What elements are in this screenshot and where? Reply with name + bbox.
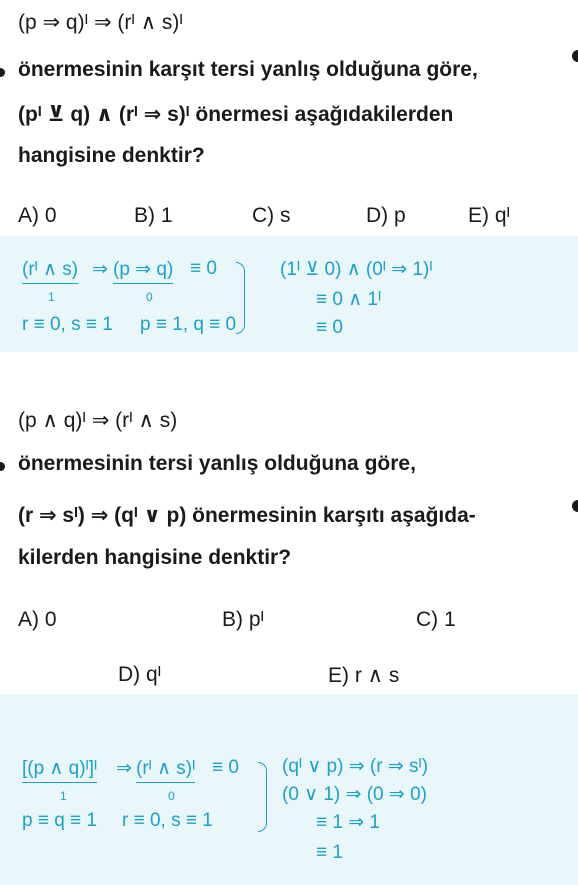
- q1-option-c[interactable]: C) s: [252, 204, 291, 227]
- sol2-right1: (qᴵ ∨ p) ⇒ (r ⇒ sᴵ): [282, 756, 429, 777]
- bullet-icon: [0, 462, 5, 471]
- q1-line3: hangisine denktir?: [18, 144, 205, 167]
- brace-icon: [236, 262, 245, 334]
- sol1-arrow: ⇒: [92, 259, 108, 280]
- sol1-right2: ≡ 0 ∧ 1ᴵ: [316, 289, 382, 310]
- sol2-part-a: [(p ∧ q)ᴵ]ᴵ: [22, 757, 97, 783]
- q1-line1: önermesinin karşıt tersi yanlış olduğuna göre,: [18, 58, 478, 81]
- q2-line2: (r ⇒ sᴵ) ⇒ (qᴵ ∨ p) önermesinin karşıtı aşağıda-: [18, 504, 476, 527]
- q1-option-d[interactable]: D) p: [366, 204, 406, 227]
- sol2-part-b: (rᴵ ∧ s)ᴵ: [136, 757, 195, 783]
- q1-option-e[interactable]: E) qᴵ: [468, 204, 511, 227]
- q1-stem-formula: (p ⇒ q)ᴵ ⇒ (rᴵ ∧ s)ᴵ: [18, 11, 183, 34]
- q2-stem-formula: (p ∧ q)ᴵ ⇒ (rᴵ ∧ s): [18, 409, 178, 432]
- sol2-right2: (0 ∨ 1) ⇒ (0 ⇒ 0): [282, 784, 427, 805]
- q1-option-b[interactable]: B) 1: [134, 204, 173, 227]
- sol2-val-a: 1: [60, 789, 67, 803]
- sol1-val-a: 1: [48, 290, 55, 304]
- sol1-equiv: ≡ 0: [190, 258, 217, 279]
- q1-option-a[interactable]: A) 0: [18, 204, 57, 227]
- sol1-right3: ≡ 0: [316, 317, 343, 338]
- sol1-right1: (1ᴵ ⊻ 0) ∧ (0ᴵ ⇒ 1)ᴵ: [280, 259, 433, 280]
- q2-option-d[interactable]: D) qᴵ: [118, 663, 162, 686]
- q2-option-b[interactable]: B) pᴵ: [222, 608, 265, 631]
- page-edge-marker: [572, 50, 578, 62]
- sol2-right4: ≡ 1: [316, 842, 343, 863]
- sol2-equiv: ≡ 0: [212, 757, 239, 778]
- sol2-val-b: 0: [168, 789, 175, 803]
- q2-option-e[interactable]: E) r ∧ s: [328, 664, 400, 687]
- sol2-right3: ≡ 1 ⇒ 1: [316, 812, 380, 833]
- sol1-result-a: r ≡ 0, s ≡ 1: [22, 314, 113, 335]
- q2-line1: önermesinin tersi yanlış olduğuna göre,: [18, 452, 416, 475]
- sol1-val-b: 0: [146, 290, 153, 304]
- q2-option-a[interactable]: A) 0: [18, 608, 57, 631]
- sol1-part-a: (rᴵ ∧ s): [22, 258, 78, 284]
- brace-icon: [258, 762, 267, 832]
- q2-line3: kilerden hangisine denktir?: [18, 546, 292, 569]
- sol1-part-b: (p ⇒ q): [113, 258, 173, 284]
- sol1-result-b: p ≡ 1, q ≡ 0: [140, 314, 237, 335]
- sol2-result-b: r ≡ 0, s ≡ 1: [122, 810, 213, 831]
- q2-option-c[interactable]: C) 1: [416, 608, 456, 631]
- bullet-icon: [0, 68, 5, 77]
- sol2-arrow: ⇒: [116, 758, 132, 779]
- page-edge-marker: [572, 500, 578, 512]
- q1-line2: (pᴵ ⊻ q) ∧ (rᴵ ⇒ s)ᴵ önermesi aşağıdakilerden: [18, 103, 454, 126]
- sol2-result-a: p ≡ q ≡ 1: [22, 810, 97, 831]
